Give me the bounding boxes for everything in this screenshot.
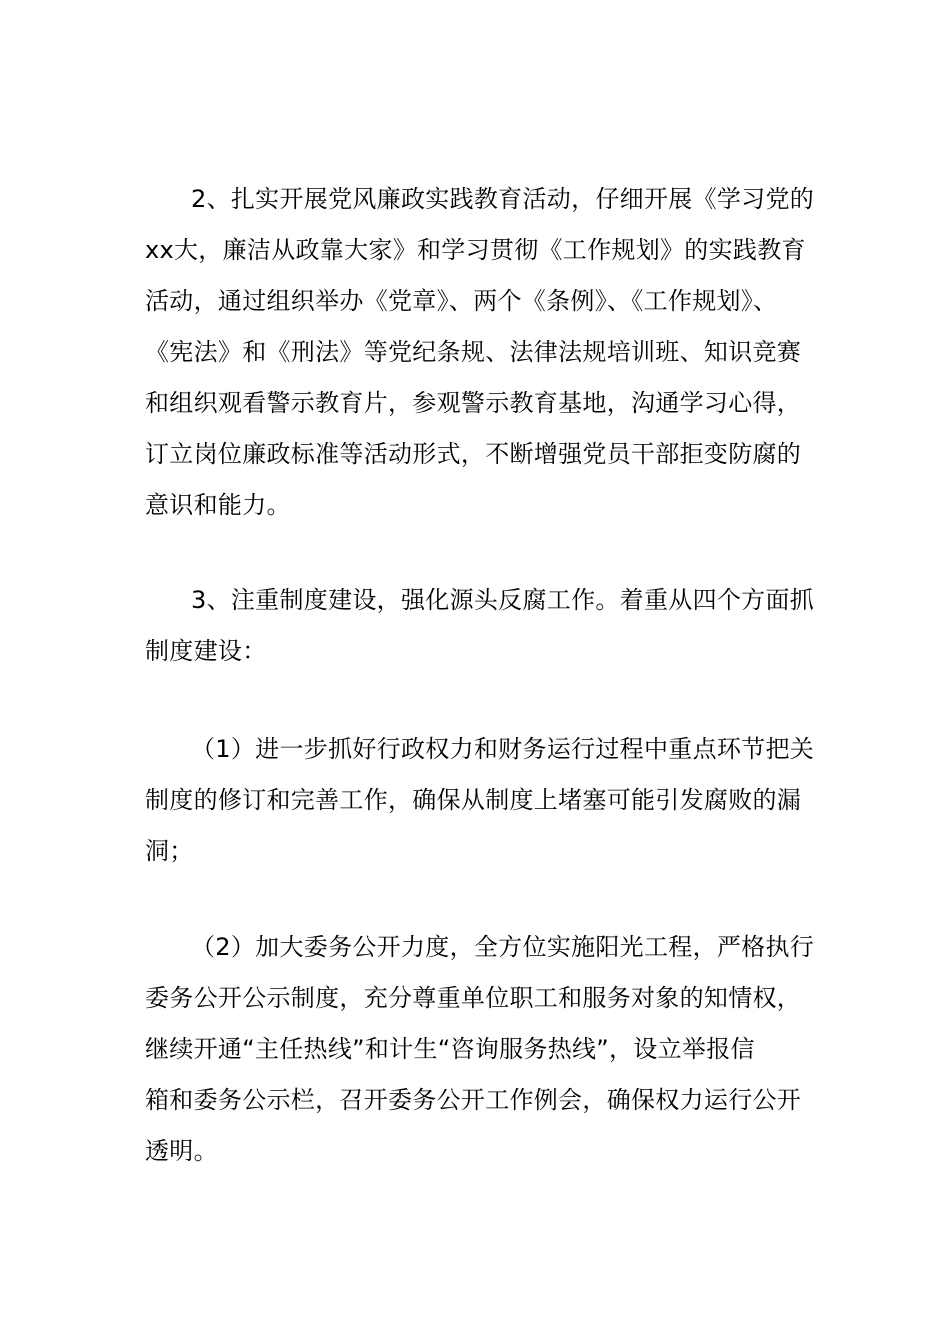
paragraph-line: 订立岗位廉政标准等活动形式，不断增强党员干部拒变防腐的 <box>145 440 802 468</box>
paragraph-line: 箱和委务公示栏，召开委务公开工作例会，确保权力运行公开 <box>145 1086 802 1114</box>
paragraph-line: 3、注重制度建设，强化源头反腐工作。着重从四个方面抓 <box>191 586 815 614</box>
paragraph-line: 继续开通“主任热线”和计生“咨询服务热线”，设立举报信 <box>145 1035 755 1063</box>
paragraph-line: 委务公开公示制度，充分尊重单位职工和服务对象的知情权， <box>145 984 802 1012</box>
paragraph-line: 2、扎实开展党风廉政实践教育活动，仔细开展《学习党的 <box>191 185 815 213</box>
paragraph-line: 制度建设： <box>145 637 267 665</box>
paragraph-line: 透明。 <box>145 1137 218 1165</box>
paragraph-line: xx大，廉洁从政靠大家》和学习贯彻《工作规划》的实践教育 <box>145 236 806 264</box>
paragraph-system-building <box>145 575 825 677</box>
paragraph-line: 制度的修订和完善工作，确保从制度上堵塞可能引发腐败的漏 <box>145 786 802 814</box>
paragraph-item-1 <box>145 724 825 877</box>
paragraph-line: 意识和能力。 <box>145 491 291 519</box>
paragraph-practice-education <box>145 174 825 531</box>
paragraph-line: 《宪法》和《刑法》等党纪条规、法律法规培训班、知识竞赛 <box>145 338 802 366</box>
paragraph-line: 洞； <box>145 837 194 865</box>
paragraph-line: 活动，通过组织举办《党章》、两个《条例》、《工作规划》、 <box>145 287 778 315</box>
paragraph-item-2 <box>145 922 825 1177</box>
paragraph-line: （2）加大委务公开力度，全方位实施阳光工程，严格执行 <box>191 933 815 961</box>
paragraph-line: （1）进一步抓好行政权力和财务运行过程中重点环节把关 <box>191 735 815 763</box>
paragraph-line: 和组织观看警示教育片，参观警示教育基地，沟通学习心得， <box>145 389 802 417</box>
